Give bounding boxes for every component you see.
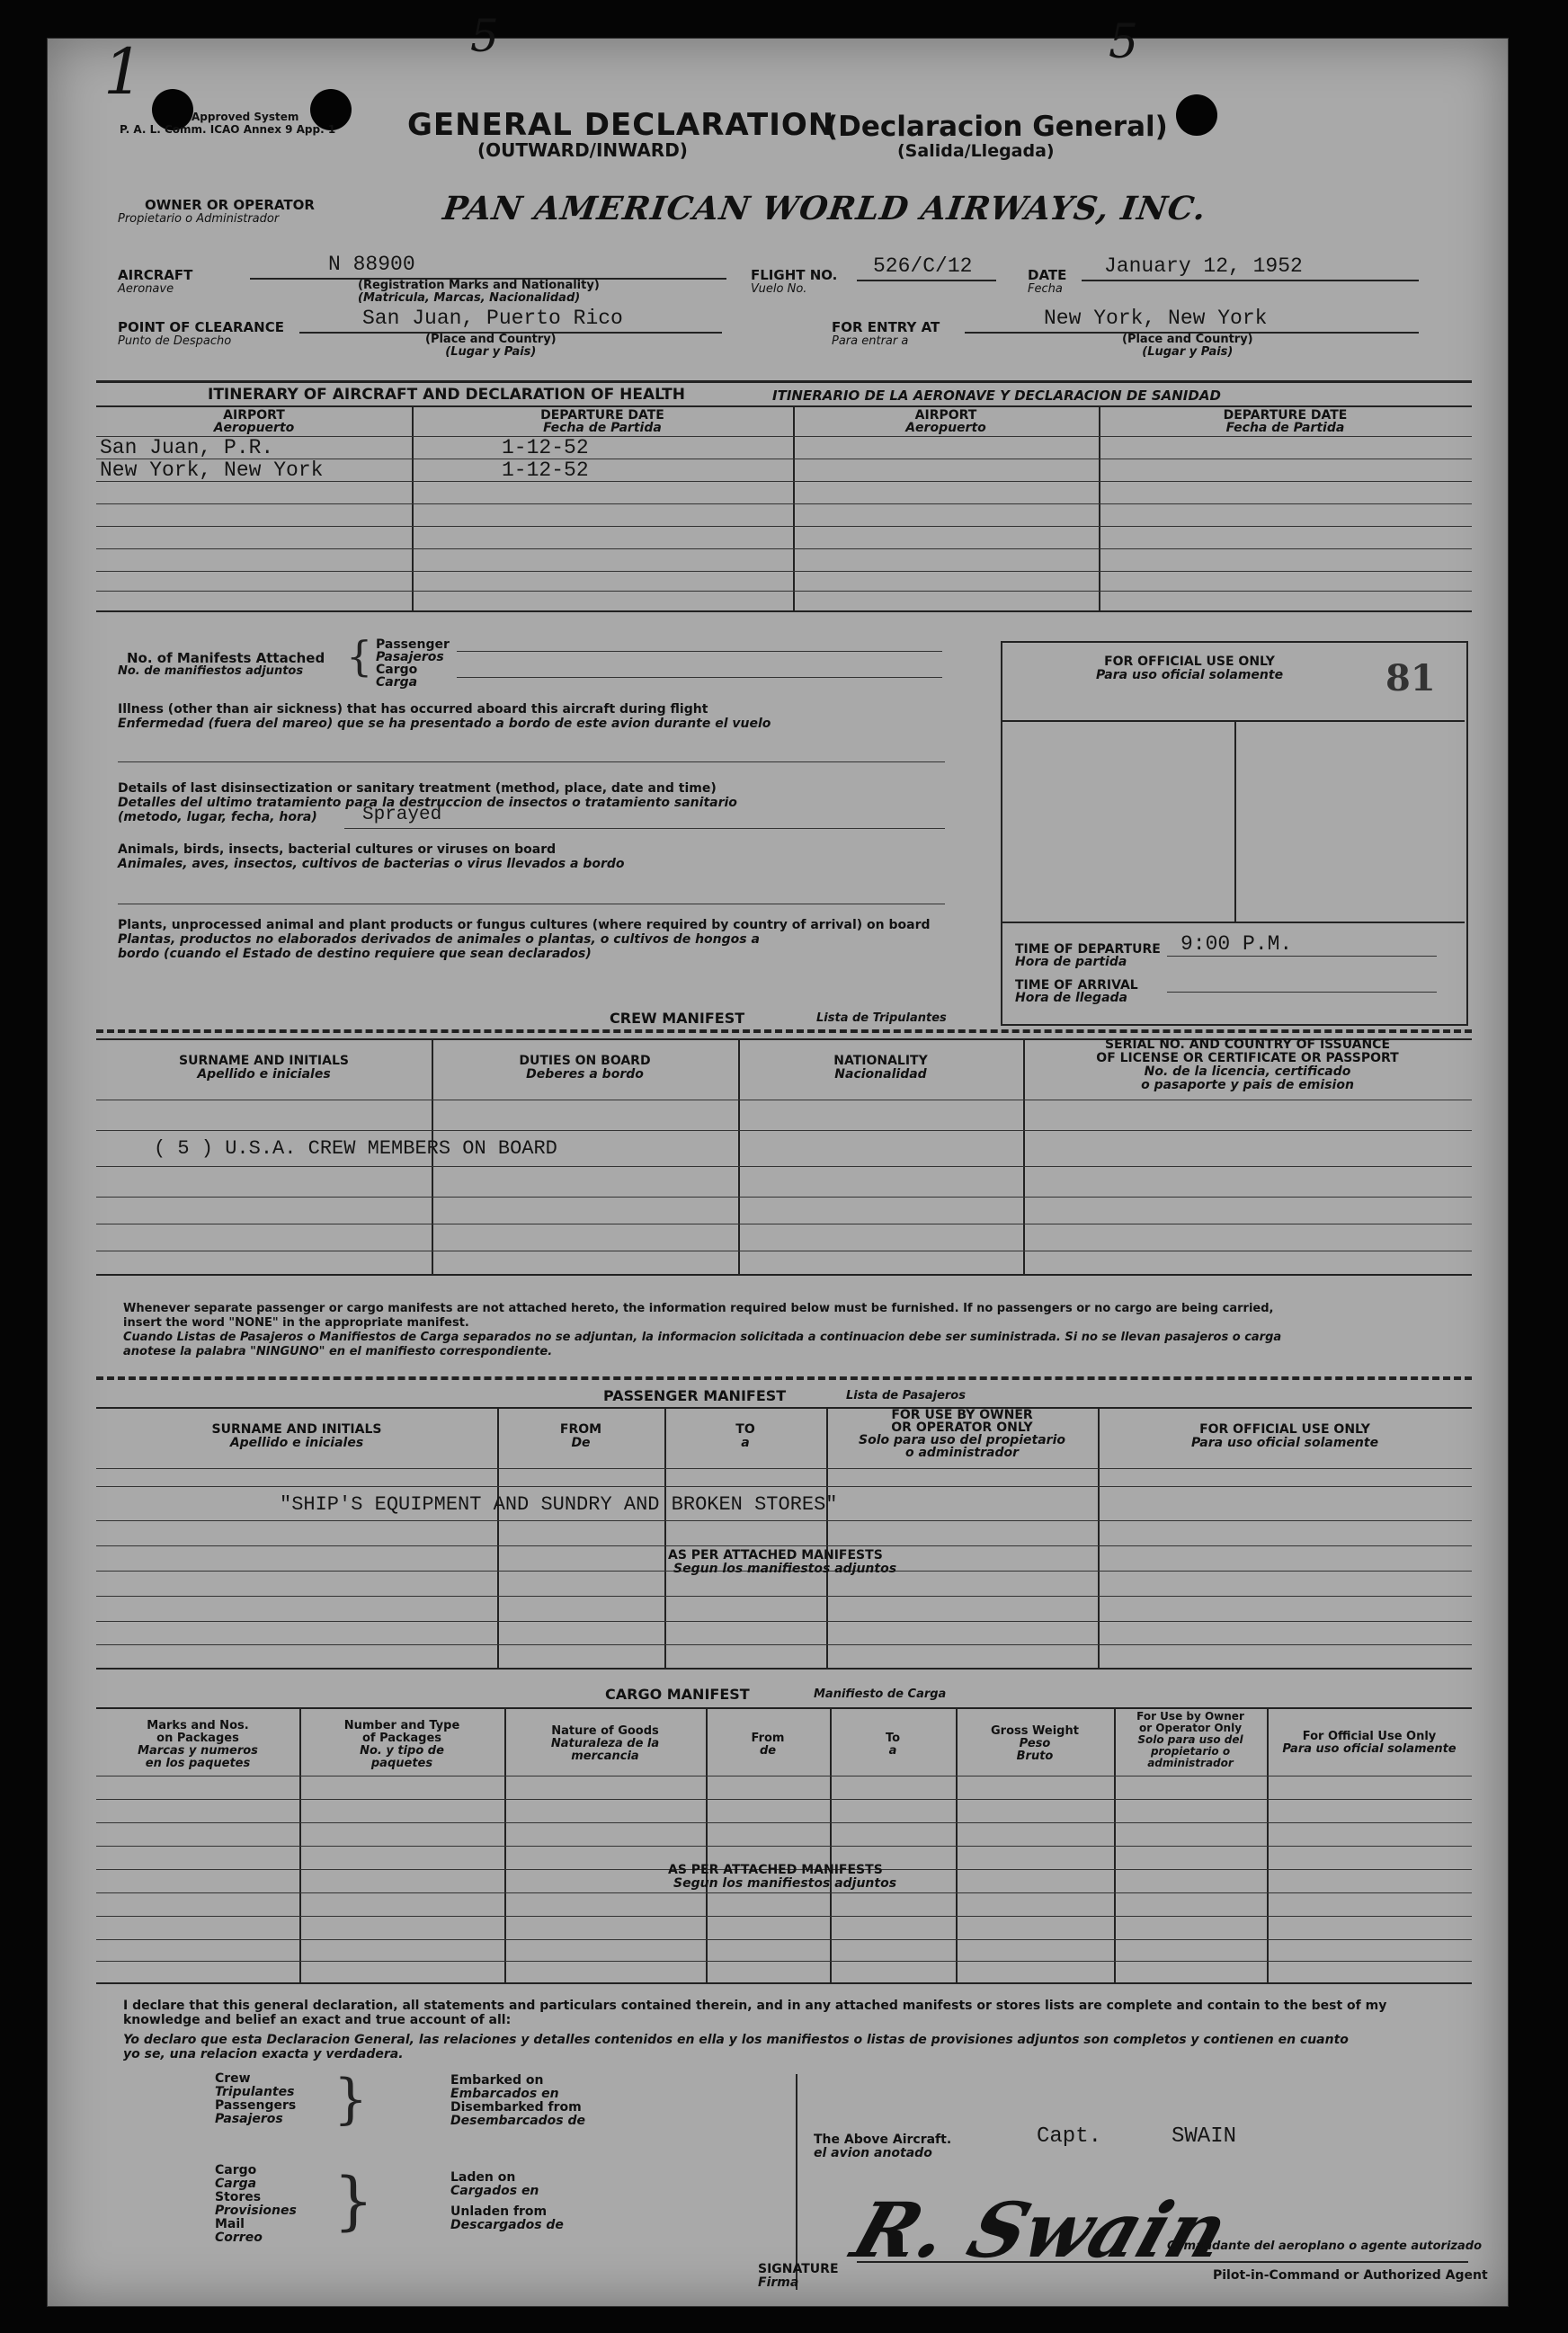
itinerary-col-departure-2: DEPARTURE DATE Fecha de Partida bbox=[1223, 408, 1348, 435]
disinsect-value: Sprayed bbox=[362, 805, 442, 825]
disinsect-label-es2: (metodo, lugar, fecha, hora) bbox=[118, 810, 317, 824]
disinsect-label: Details of last disinsectization or sanitary treatment (method, place, date and time) bbox=[118, 781, 717, 796]
clearance-caption: (Place and Country) (Lugar y Pais) bbox=[425, 333, 557, 359]
cargo-col-official: For Official Use Only Para uso oficial solamente bbox=[1282, 1730, 1457, 1756]
itinerary-title-es: ITINERARIO DE LA AERONAVE Y DECLARACION DE SANIDAD bbox=[772, 387, 1221, 404]
punch-hole bbox=[1176, 94, 1217, 136]
date-label-es: Fecha bbox=[1028, 282, 1063, 296]
departure-time-value: 9:00 P.M. bbox=[1180, 932, 1293, 956]
summary-laden: Laden on Cargados en Unladen from Descargados de bbox=[450, 2170, 564, 2232]
aircraft-caption: (Registration Marks and Nationality) (Matricula, Marcas, Nacionalidad) bbox=[358, 279, 600, 305]
passenger-col-owner: FOR USE BY OWNER OR OPERATOR ONLY Solo para uso del propietario o administrador bbox=[859, 1408, 1065, 1460]
general-declaration-form bbox=[47, 10, 1509, 2307]
entry-value: New York, New York bbox=[1044, 307, 1268, 330]
manifest-types: Passenger Pasajeros Cargo Carga bbox=[376, 637, 450, 690]
itinerary-date-1: 1-12-52 bbox=[502, 436, 589, 459]
passenger-col-name: SURNAME AND INITIALS Apellido e iniciales bbox=[211, 1422, 382, 1450]
signature-role-es: Comandante del aeroplano o agente autorizado bbox=[1167, 2240, 1482, 2253]
plants-label-es: Plantas, productos no elaborados derivados de animales o plantas, o cultivos de hongos a bbox=[118, 932, 760, 947]
date-label: DATE bbox=[1028, 267, 1067, 283]
plants-label: Plants, unprocessed animal and plant products or fungus cultures (where required by country of arrival) on board bbox=[118, 918, 931, 932]
clearance-label: POINT OF CLEARANCE bbox=[118, 319, 284, 335]
crew-col-serial: SERIAL NO. AND COUNTRY OF ISSUANCE OF LICENSE OR CERTIFICATE OR PASSPORT No. de la licencia, certificado o pasaporte y pais de emision bbox=[1096, 1037, 1399, 1092]
handwritten-mark: 5 bbox=[1109, 15, 1139, 69]
summary-embarked: Embarked on Embarcados en Disembarked from Desembarcados de bbox=[450, 2073, 586, 2128]
signature-role: Pilot-in-Command or Authorized Agent bbox=[1213, 2268, 1488, 2283]
approved-note: Approved System P. A. L. Comm. ICAO Annex 9 App. 1 bbox=[120, 111, 336, 136]
entry-label-es: Para entrar a bbox=[832, 334, 909, 348]
cargo-col-to: To a bbox=[885, 1732, 901, 1758]
cargo-col-owner: For Use by Owner or Operator Only Solo para uso del propietario o administrador bbox=[1136, 1710, 1244, 1769]
crew-col-nationality: NATIONALITY Nacionalidad bbox=[833, 1054, 928, 1082]
flight-label-es: Vuelo No. bbox=[751, 282, 807, 296]
notice-line3: Cuando Listas de Pasajeros o Manifiestos de Carga separados no se adjuntan, la informacion solicitada a continuacion debe ser suministrada. Si no se llevan pasajeros o carga bbox=[123, 1331, 1282, 1344]
passenger-col-official: FOR OFFICIAL USE ONLY Para uso oficial solamente bbox=[1190, 1422, 1379, 1450]
crew-col-duties: DUTIES ON BOARD Deberes a bordo bbox=[519, 1054, 651, 1082]
cargo-title-es: Manifiesto de Carga bbox=[814, 1687, 947, 1701]
date-value: January 12, 1952 bbox=[1104, 254, 1303, 278]
departure-time-label: TIME OF DEPARTURE Hora de partida bbox=[1015, 942, 1161, 969]
itinerary-date-2: 1-12-52 bbox=[502, 459, 589, 482]
aircraft-label-es: Aeronave bbox=[118, 282, 174, 296]
itinerary-col-departure: DEPARTURE DATE Fecha de Partida bbox=[540, 408, 664, 435]
notice-line4: anotese la palabra "NINGUNO" en el manifiesto correspondiente. bbox=[123, 1345, 553, 1358]
aircraft-value: N 88900 bbox=[328, 253, 415, 276]
disinsect-label-es: Detalles del ultimo tratamiento para la destruccion de insectos o tratamiento sanitario bbox=[118, 796, 737, 810]
summary-cargo: Cargo Carga Stores Provisiones Mail Correo bbox=[215, 2163, 297, 2245]
form-subtitle-es: (Salida/Llegada) bbox=[897, 141, 1055, 161]
cargo-col-marks: Marks and Nos. on Packages Marcas y numeros en los paquetes bbox=[138, 1719, 258, 1770]
manifests-label: No. of Manifests Attached bbox=[127, 650, 325, 666]
declaration-line4: yo se, una relacion exacta y verdadera. bbox=[123, 2047, 404, 2061]
itinerary-col-airport: AIRPORT Aeropuerto bbox=[213, 408, 295, 435]
itinerary-airport-2: New York, New York bbox=[100, 459, 324, 482]
illness-label-es: Enfermedad (fuera del mareo) que se ha presentado a bordo de este avion durante el vuelo bbox=[118, 717, 771, 731]
illness-label: Illness (other than air sickness) that has occurred aboard this aircraft during flight bbox=[118, 702, 708, 717]
owner-value: PAN AMERICAN WORLD AIRWAYS, INC. bbox=[441, 190, 1209, 227]
cargo-attached: AS PER ATTACHED MANIFESTS Segun los manifiestos adjuntos bbox=[668, 1863, 897, 1891]
passenger-col-to: TO a bbox=[735, 1422, 755, 1450]
plants-label-es2: bordo (cuando el Estado de destino requiere que sean declarados) bbox=[118, 947, 592, 961]
passenger-entry: "SHIP'S EQUIPMENT AND SUNDRY AND BROKEN STORES" bbox=[280, 1493, 838, 1516]
declaration-line3: Yo declaro que esta Declaracion General, las relaciones y detalles contenidos en ella y los manifiestos o listas de provisiones adjuntos son completos y contienen en cuanto bbox=[123, 2033, 1349, 2047]
cargo-col-from: From de bbox=[751, 1732, 785, 1758]
flight-value: 526/C/12 bbox=[873, 254, 973, 278]
animals-label-es: Animales, aves, insectos, cultivos de bacterias o virus llevados a bordo bbox=[118, 857, 625, 871]
arrival-time-label: TIME OF ARRIVAL Hora de llegada bbox=[1015, 978, 1138, 1005]
itinerary-col-airport-2: AIRPORT Aeropuerto bbox=[905, 408, 986, 435]
form-title: GENERAL DECLARATION bbox=[407, 107, 835, 143]
form-subtitle: (OUTWARD/INWARD) bbox=[477, 139, 688, 161]
signature-label: SIGNATURE Firma bbox=[758, 2262, 839, 2290]
manifests-label-es: No. de manifiestos adjuntos bbox=[118, 664, 304, 678]
owner-label: OWNER OR OPERATOR bbox=[145, 197, 315, 213]
signature-above-aircraft: The Above Aircraft. el avion anotado bbox=[814, 2133, 952, 2160]
clearance-label-es: Punto de Despacho bbox=[118, 334, 232, 348]
itinerary-title: ITINERARY OF AIRCRAFT AND DECLARATION OF HEALTH bbox=[208, 386, 686, 404]
brace: { bbox=[346, 632, 373, 681]
passenger-col-from: FROM De bbox=[559, 1422, 602, 1450]
cargo-col-goods: Nature of Goods Naturaleza de la mercancia bbox=[550, 1724, 660, 1763]
flight-label: FLIGHT NO. bbox=[751, 267, 838, 283]
notice-line2: insert the word "NONE" in the appropriate manifest. bbox=[123, 1316, 469, 1330]
notice-line1: Whenever separate passenger or cargo manifests are not attached hereto, the information required below must be furnished. If no passengers or no cargo are being carried, bbox=[123, 1302, 1274, 1315]
declaration-line2: knowledge and belief an exact and true account of all: bbox=[123, 2013, 512, 2027]
captain-label: Capt. bbox=[1037, 2124, 1102, 2149]
cargo-col-weight: Gross Weight Peso Bruto bbox=[991, 1724, 1079, 1763]
brace: } bbox=[334, 2164, 374, 2238]
cargo-title: CARGO MANIFEST bbox=[605, 1686, 750, 1703]
handwritten-mark: 1 bbox=[103, 35, 144, 109]
passenger-title: PASSENGER MANIFEST bbox=[603, 1387, 787, 1404]
entry-caption: (Place and Country) (Lugar y Pais) bbox=[1122, 333, 1253, 359]
form-title-es: (Declaracion General) bbox=[825, 111, 1168, 143]
crew-title: CREW MANIFEST bbox=[610, 1010, 745, 1027]
crew-col-name: SURNAME AND INITIALS Apellido e iniciales bbox=[179, 1054, 349, 1082]
crew-title-es: Lista de Tripulantes bbox=[816, 1011, 947, 1025]
captain-signature: R. Swain bbox=[842, 2186, 1239, 2275]
brace: } bbox=[334, 2068, 369, 2131]
declaration-line1: I declare that this general declaration, all statements and particulars contained therein, and in any attached manifests or stores lists are complete and contain to the best of my bbox=[123, 1999, 1387, 2013]
handwritten-mark: 5 bbox=[470, 10, 499, 62]
clearance-value: San Juan, Puerto Rico bbox=[362, 307, 623, 330]
summary-crew-passengers: Crew Tripulantes Passengers Pasajeros bbox=[215, 2071, 297, 2126]
passenger-title-es: Lista de Pasajeros bbox=[846, 1389, 966, 1402]
official-use-label: FOR OFFICIAL USE ONLY Para uso oficial solamente bbox=[1095, 654, 1284, 682]
animals-label: Animals, birds, insects, bacterial cultures or viruses on board bbox=[118, 842, 557, 857]
entry-label: FOR ENTRY AT bbox=[832, 319, 940, 335]
passenger-attached: AS PER ATTACHED MANIFESTS Segun los manifiestos adjuntos bbox=[668, 1548, 897, 1576]
official-number: 81 bbox=[1385, 657, 1436, 699]
crew-entry: ( 5 ) U.S.A. CREW MEMBERS ON BOARD bbox=[154, 1137, 557, 1160]
aircraft-label: AIRCRAFT bbox=[118, 267, 193, 283]
owner-label-es: Propietario o Administrador bbox=[118, 212, 280, 226]
itinerary-airport-1: San Juan, P.R. bbox=[100, 436, 274, 459]
captain-name: SWAIN bbox=[1172, 2124, 1237, 2149]
cargo-col-packages: Number and Type of Packages No. y tipo de paquetes bbox=[343, 1719, 460, 1770]
